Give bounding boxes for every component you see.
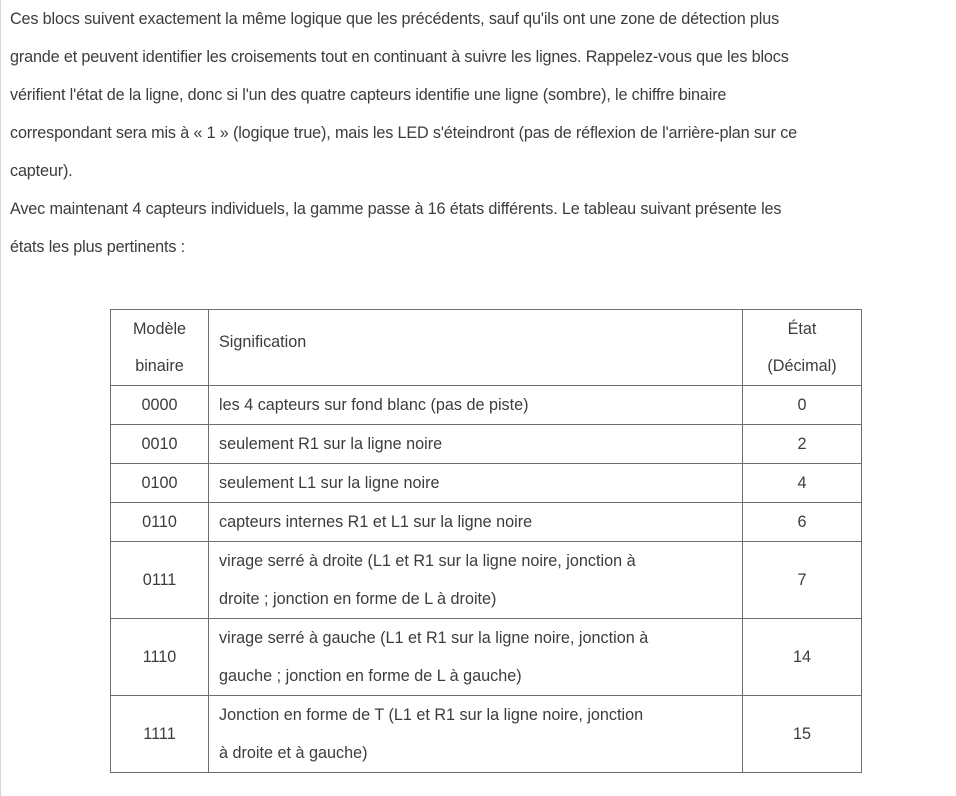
table-row <box>111 619 862 696</box>
cell-binary-model: 0111 <box>111 542 209 619</box>
cell-text: virage serré à droite (L1 et R1 sur la ligne noire, jonction à <box>219 552 636 570</box>
sensor-states-table <box>110 309 862 773</box>
intro-paragraph <box>10 0 797 190</box>
header-text: Modèle <box>132 319 187 338</box>
header-text: binaire <box>135 356 184 375</box>
paragraph-line: grande et peuvent identifier les croisements tout en continuant à suivre les lignes. Rappelez-vous que les blocs <box>10 48 789 66</box>
cell-state: 4 <box>743 464 862 503</box>
paragraph-line: Ces blocs suivent exactement la même logique que les précédents, sauf qu'ils ont une zone de détection plus <box>10 10 780 28</box>
left-margin-rule <box>0 0 1 796</box>
header-state-decimal <box>743 310 862 386</box>
cell-state: 6 <box>743 503 862 542</box>
cell-signification <box>209 619 743 696</box>
table-row <box>111 696 862 773</box>
cell-text: capteurs internes R1 et L1 sur la ligne noire <box>219 513 533 531</box>
cell-binary-model: 0010 <box>111 425 209 464</box>
cell-signification <box>209 542 743 619</box>
paragraph-line: vérifient l'état de la ligne, donc si l'un des quatre capteurs identifie une ligne (sombre), le chiffre binaire <box>10 86 727 104</box>
cell-text: seulement L1 sur la ligne noire <box>219 474 440 492</box>
table-header-row <box>111 310 862 386</box>
paragraph-line: correspondant sera mis à « 1 » (logique true), mais les LED s'éteindront (pas de réflexion de l'arrière-plan sur ce <box>10 124 798 142</box>
header-binary-model <box>111 310 209 386</box>
table-row <box>111 425 862 464</box>
header-text: (Décimal) <box>767 356 837 375</box>
header-text: État <box>787 319 817 338</box>
cell-signification <box>209 503 743 542</box>
cell-state: 7 <box>743 542 862 619</box>
cell-state: 15 <box>743 696 862 773</box>
cell-signification <box>209 464 743 503</box>
table-row <box>111 542 862 619</box>
cell-binary-model: 0000 <box>111 386 209 425</box>
cell-text: les 4 capteurs sur fond blanc (pas de piste) <box>219 396 529 414</box>
table-row <box>111 386 862 425</box>
cell-text: droite ; jonction en forme de L à droite) <box>219 590 497 608</box>
cell-state: 14 <box>743 619 862 696</box>
cell-state: 0 <box>743 386 862 425</box>
cell-text: gauche ; jonction en forme de L à gauche) <box>219 667 522 685</box>
cell-text: virage serré à gauche (L1 et R1 sur la ligne noire, jonction à <box>219 629 649 647</box>
header-text: Signification <box>219 333 307 351</box>
cell-text: seulement R1 sur la ligne noire <box>219 435 443 453</box>
cell-signification <box>209 425 743 464</box>
table-row <box>111 503 862 542</box>
cell-binary-model: 0100 <box>111 464 209 503</box>
cell-text: à droite et à gauche) <box>219 744 368 762</box>
table-intro-paragraph <box>10 190 781 266</box>
cell-state: 2 <box>743 425 862 464</box>
cell-text: Jonction en forme de T (L1 et R1 sur la ligne noire, jonction <box>219 706 644 724</box>
paragraph-line: états les plus pertinents : <box>10 238 186 256</box>
cell-signification <box>209 386 743 425</box>
cell-signification <box>209 696 743 773</box>
paragraph-line: Avec maintenant 4 capteurs individuels, la gamme passe à 16 états différents. Le tableau suivant présente les <box>10 200 782 218</box>
table-row <box>111 464 862 503</box>
paragraph-line: capteur). <box>10 162 73 180</box>
header-signification <box>209 310 743 386</box>
cell-binary-model: 0110 <box>111 503 209 542</box>
cell-binary-model: 1110 <box>111 619 209 696</box>
cell-binary-model: 1111 <box>111 696 209 773</box>
